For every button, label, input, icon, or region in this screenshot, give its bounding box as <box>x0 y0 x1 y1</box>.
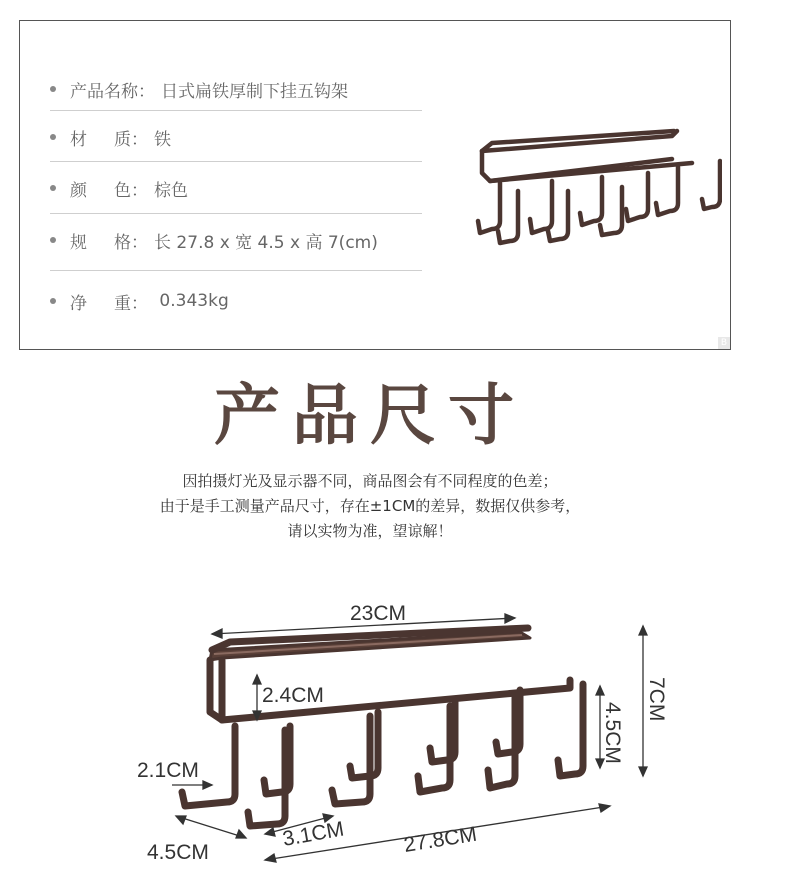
spec-row-material <box>50 111 420 163</box>
spec-label: 净 重： <box>70 293 149 314</box>
watermark-logo: B <box>718 337 730 349</box>
section-title: 产品尺寸 <box>214 377 526 454</box>
spec-value: 棕色 <box>154 180 189 201</box>
dim-height: 7CM <box>645 677 668 722</box>
divider <box>50 270 422 271</box>
notice-line-3: 请以实物为准，望谅解！ <box>287 522 453 540</box>
spec-row-color <box>50 162 420 214</box>
dim-hook-spacing: 3.1CM <box>280 817 346 851</box>
spec-value: 铁 <box>154 129 172 150</box>
notice-line-2: 由于是手工测量产品尺寸，存在±1CM的差异，数据仅供参考， <box>159 497 581 515</box>
spec-panel <box>19 20 731 350</box>
dim-top-length: 23CM <box>350 602 407 625</box>
bullet-icon <box>50 185 56 191</box>
bullet-icon <box>50 134 56 140</box>
bullet-icon <box>50 237 56 243</box>
dim-hook-depth: 2.1CM <box>137 759 199 782</box>
notice-line-1: 因拍摄灯光及显示器不同，商品图会有不同程度的色差； <box>182 472 558 490</box>
spec-label: 规 格： <box>70 232 149 253</box>
spec-row-size <box>50 214 420 266</box>
spec-label: 材 质： <box>70 129 149 150</box>
dim-total-length: 27.8CM <box>402 822 479 857</box>
dimension-diagram <box>0 580 790 880</box>
spec-value: 日式扁铁厚制下挂五钩架 <box>161 81 348 102</box>
dim-base-depth: 4.5CM <box>147 841 209 864</box>
spec-value: 0.343kg <box>154 291 229 311</box>
bullet-icon <box>50 298 56 304</box>
spec-label: 产品名称： <box>70 81 155 102</box>
spec-row-weight <box>50 275 420 327</box>
spec-label: 颜 色： <box>70 180 149 201</box>
dim-inner-gap: 2.4CM <box>262 684 324 707</box>
product-thumbnail <box>452 121 722 256</box>
dim-depth: 4.5CM <box>601 702 624 764</box>
bullet-icon <box>50 86 56 92</box>
spec-value: 长 27.8 x 宽 4.5 x 高 7(cm) <box>154 232 378 253</box>
spec-row-name <box>50 63 420 115</box>
